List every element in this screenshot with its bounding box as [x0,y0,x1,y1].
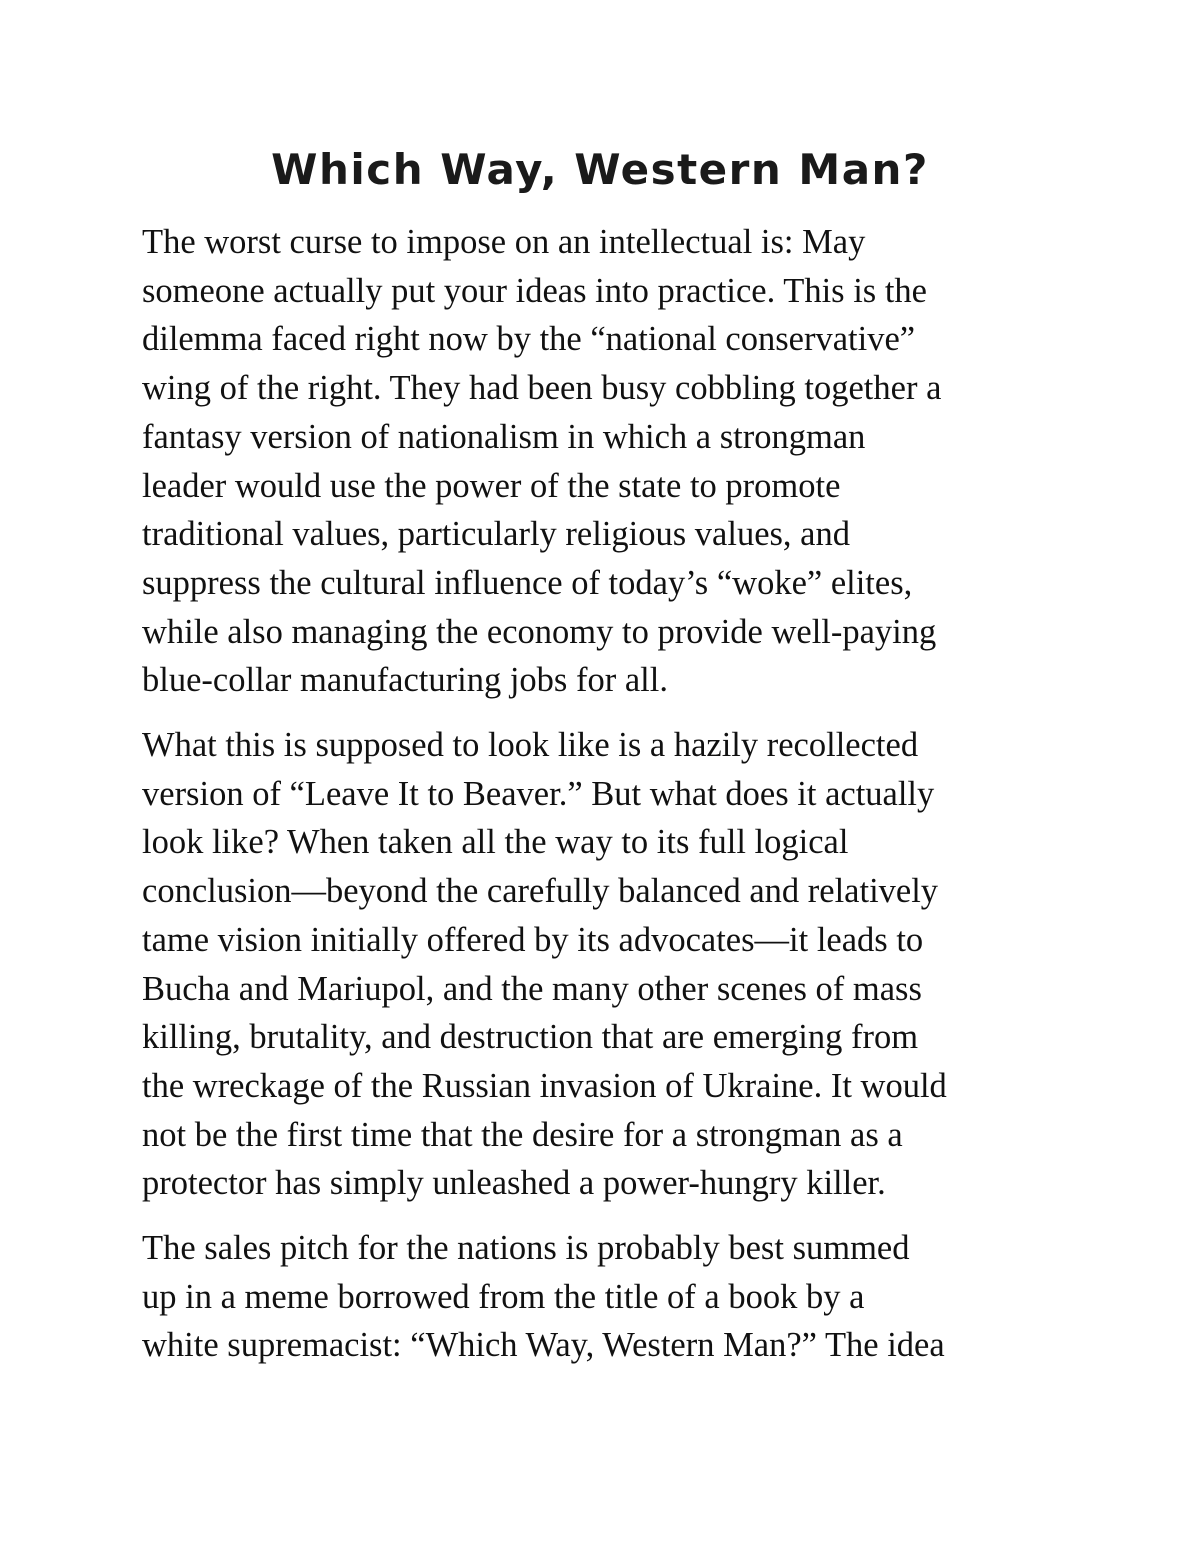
text-line: traditional values, particularly religious values, and [142,515,850,554]
text-line: dilemma faced right now by the “national conservative” [142,320,916,359]
text-line: someone actually put your ideas into practice. This is the [142,271,927,310]
text-line: Bucha and Mariupol, and the many other scenes of mass [142,969,922,1008]
document-body [142,218,1072,1386]
text-line: leader would use the power of the state to promote [142,466,841,505]
text-line: fantasy version of nationalism in which a strongman [142,417,866,456]
text-line: What this is supposed to look like is a hazily recollected [142,726,919,765]
paragraph-2 [142,721,1072,1208]
paragraph-3 [142,1224,1072,1370]
text-line: protector has simply unleashed a power-hungry killer. [142,1164,886,1203]
text-line: blue-collar manufacturing jobs for all. [142,661,668,700]
text-line: conclusion—beyond the carefully balanced and relatively [142,872,939,911]
text-line: the wreckage of the Russian invasion of Ukraine. It would [142,1066,947,1105]
text-line: killing, brutality, and destruction that are emerging from [142,1018,919,1057]
text-line: up in a meme borrowed from the title of a book by a [142,1277,865,1316]
document-title: Which Way, Western Man? [271,145,929,194]
text-line: tame vision initially offered by its advocates—it leads to [142,920,924,959]
text-line: while also managing the economy to provide well-paying [142,612,937,651]
text-line: The sales pitch for the nations is probably best summed [142,1229,910,1268]
text-line: suppress the cultural influence of today’s “woke” elites, [142,563,913,602]
paragraph-1 [142,218,1072,705]
text-line: version of “Leave It to Beaver.” But what does it actually [142,774,935,813]
text-line: The worst curse to impose on an intellectual is: May [142,223,866,261]
text-line: not be the first time that the desire for a strongman as a [142,1115,903,1154]
text-line: wing of the right. They had been busy cobbling together a [142,369,942,408]
text-line: white supremacist: “Which Way, Western Man?” The idea [142,1326,945,1365]
text-line: look like? When taken all the way to its full logical [142,823,849,862]
